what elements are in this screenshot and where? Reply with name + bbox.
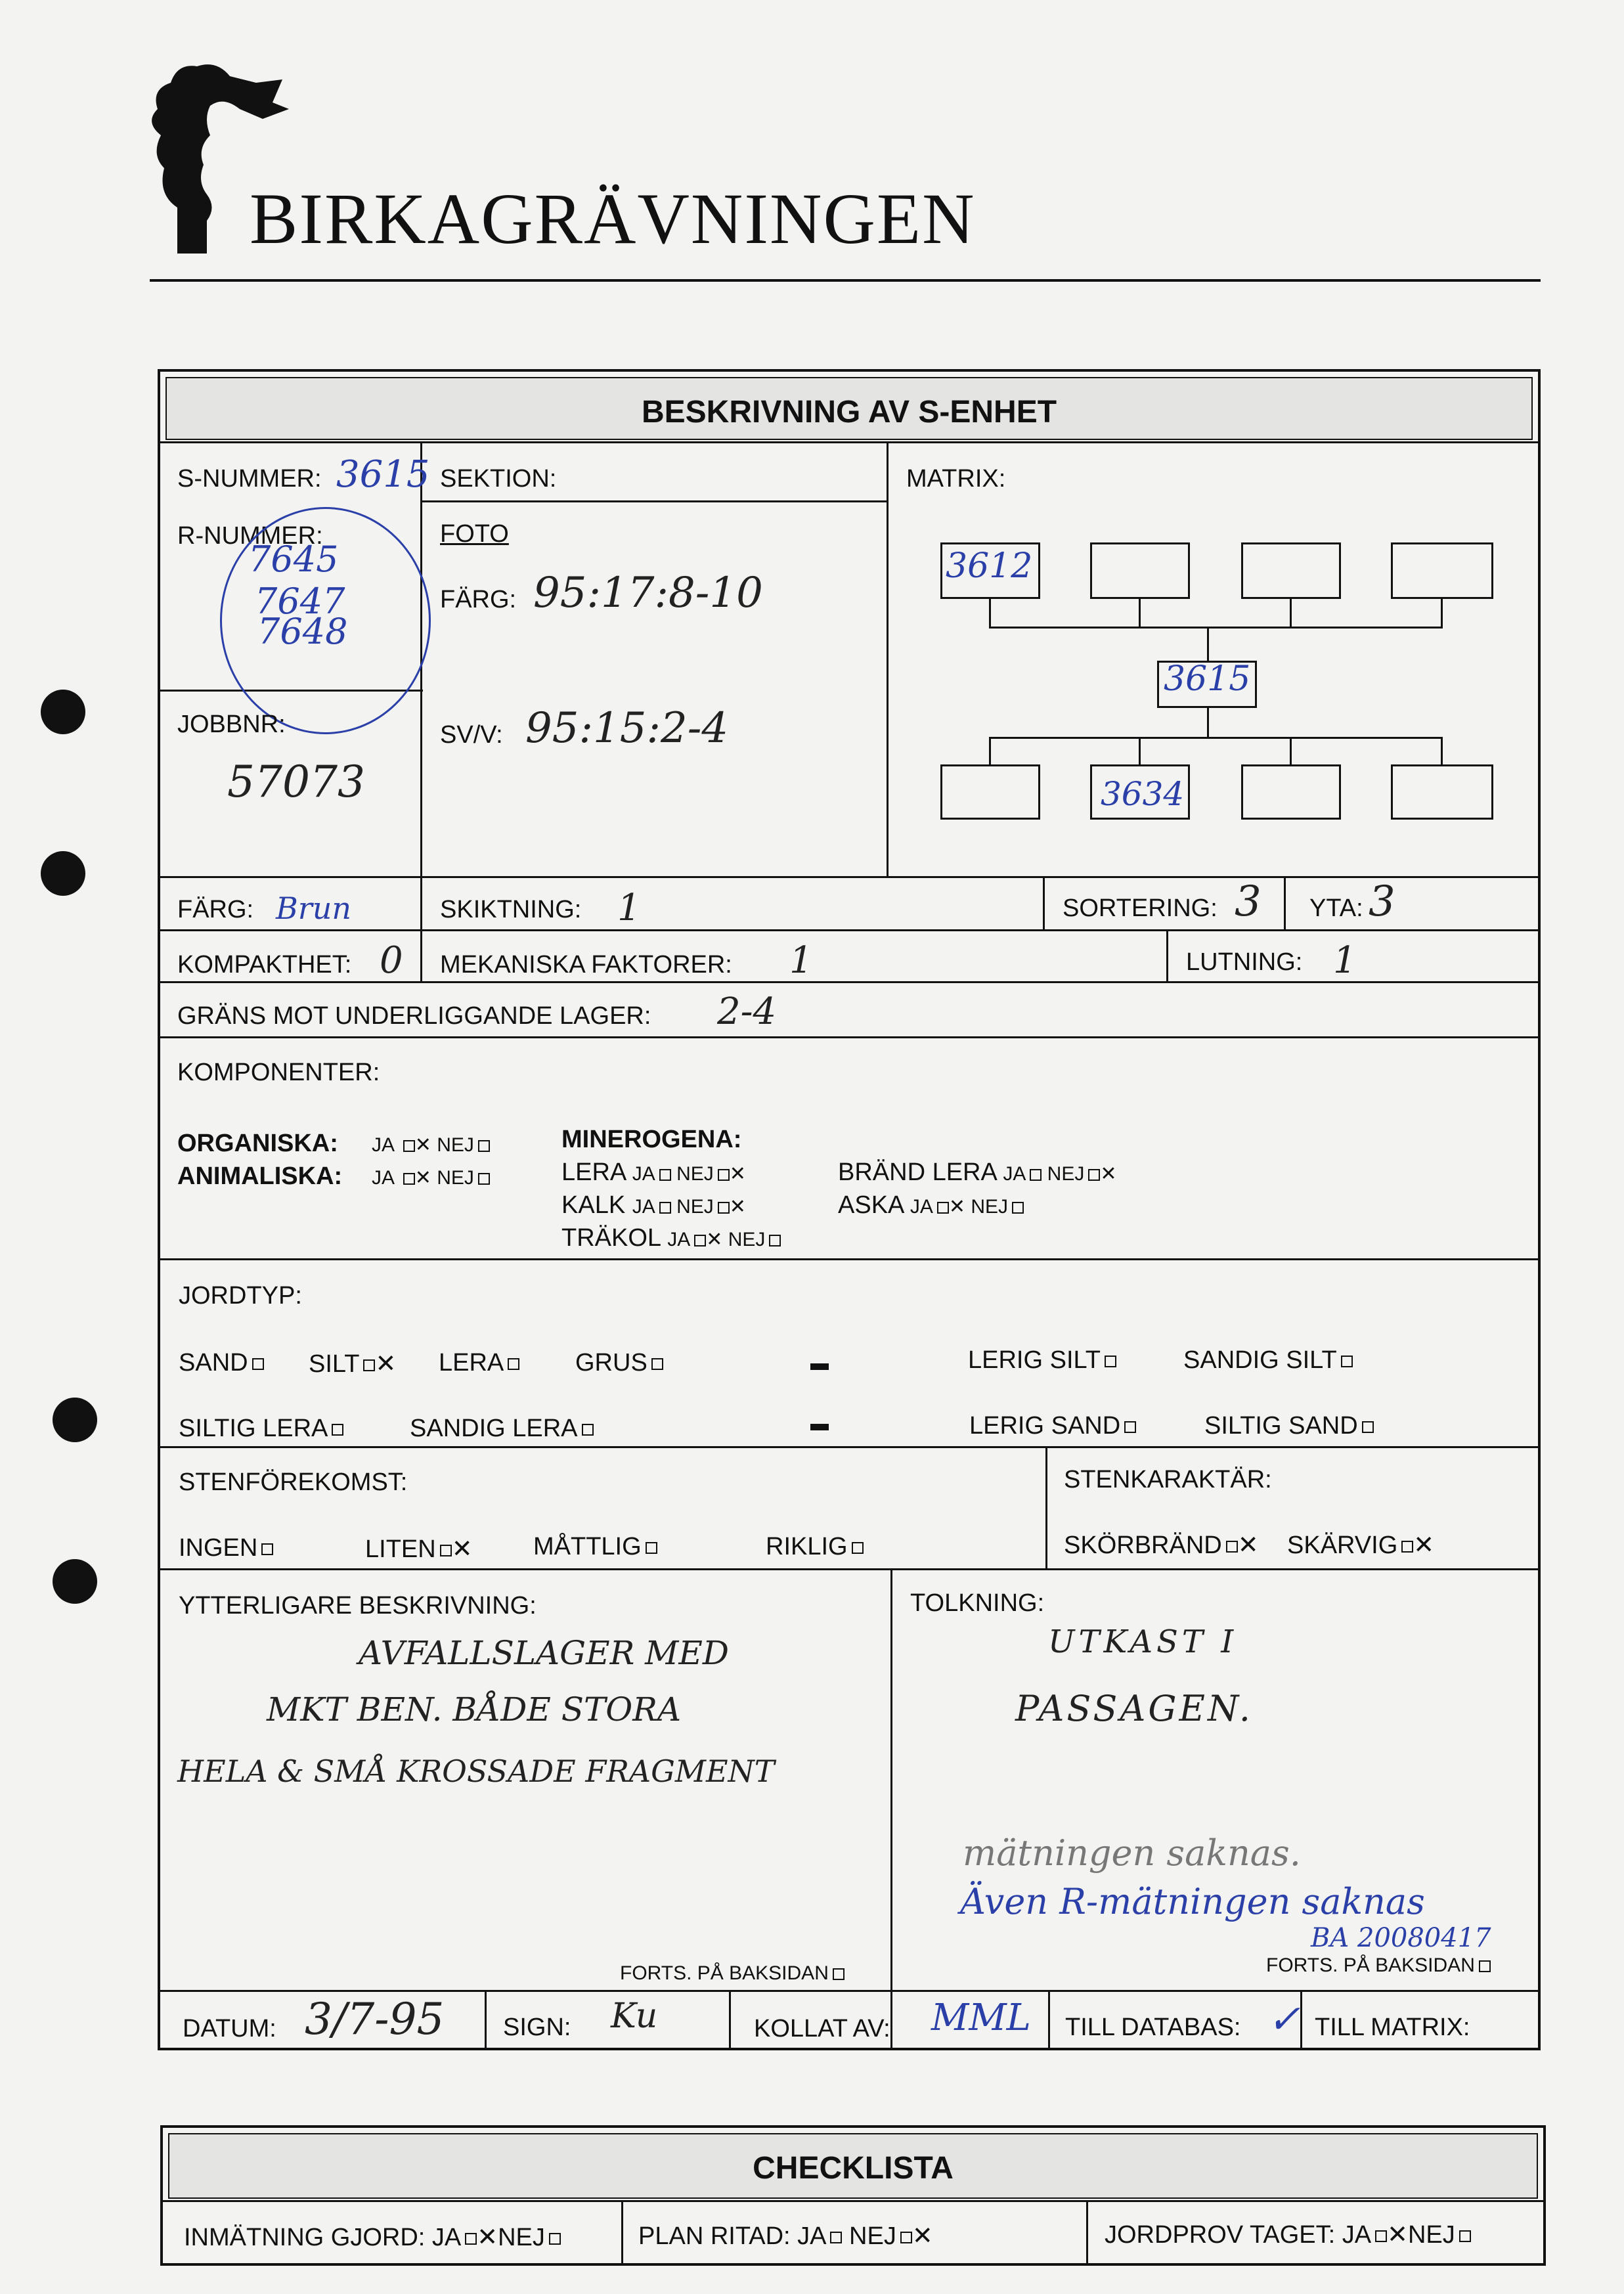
skiktning-value[interactable]: 1 <box>617 887 641 929</box>
matrix-top-4[interactable] <box>1391 542 1493 599</box>
separator-mark <box>810 1424 829 1430</box>
tolkning-note-2[interactable]: Även R-mätningen saknas <box>960 1881 1425 1922</box>
organiska-label: ORGANISKA: <box>177 1130 338 1157</box>
punch-hole <box>53 1398 97 1442</box>
jordtyp-sandig-silt[interactable]: SANDIG SILT <box>1183 1346 1353 1375</box>
tolkning-sign: BA 20080417 <box>1311 1923 1491 1953</box>
sortering-value[interactable]: 3 <box>1235 877 1262 926</box>
s-nummer-value[interactable]: 3615 <box>336 453 430 496</box>
matrix-bottom-2-value: 3634 <box>1101 775 1185 813</box>
matrix-bottom-3[interactable] <box>1241 764 1341 820</box>
skiktning-label: SKIKTNING: <box>440 896 582 923</box>
till-databas-label: TILL DATABAS: <box>1065 2014 1241 2041</box>
jordtyp-silt[interactable]: SILT ✕ <box>309 1350 397 1378</box>
sten-riklig[interactable]: RIKLIG <box>766 1533 864 1561</box>
s-nummer-label: S-NUMMER: <box>177 465 322 493</box>
mekaniska-value[interactable]: 1 <box>789 939 813 982</box>
stenforekomst-label: STENFÖREKOMST: <box>179 1468 408 1496</box>
farg-foto-label: FÄRG: <box>440 586 517 613</box>
punch-hole <box>53 1559 97 1604</box>
lutning-label: LUTNING: <box>1186 948 1303 976</box>
r-nummer-value-2[interactable]: 7647 <box>255 581 345 622</box>
form-title: BESKRIVNING AV S-ENHET <box>641 395 1057 430</box>
matrix-top-3[interactable] <box>1241 542 1341 599</box>
ytterligare-line-1[interactable]: AVFALLSLAGER MED <box>359 1634 729 1672</box>
matrix-bottom-4[interactable] <box>1391 764 1493 820</box>
jordtyp-grus[interactable]: GRUS <box>575 1349 663 1377</box>
plan-field[interactable]: PLAN RITAD: JA NEJ ✕ <box>638 2222 933 2250</box>
komponenter-label: KOMPONENTER: <box>177 1059 380 1086</box>
matrix-top-1-value: 3612 <box>946 546 1033 586</box>
stenkaraktar-skorbrand[interactable]: SKÖRBRÄND ✕ <box>1064 1532 1259 1559</box>
matrix-label: MATRIX: <box>906 465 1006 493</box>
ytterligare-label: YTTERLIGARE BESKRIVNING: <box>179 1592 537 1620</box>
grans-label: GRÄNS MOT UNDERLIGGANDE LAGER: <box>177 1002 651 1030</box>
farg-foto-value[interactable]: 95:17:8-10 <box>533 569 763 617</box>
animaliska-label: ANIMALISKA: <box>177 1162 343 1190</box>
lera-row[interactable]: LERA JA NEJ ✕ <box>561 1158 746 1186</box>
svv-label: SV/V: <box>440 721 503 749</box>
ytterligare-line-2[interactable]: MKT BEN. BÅDE STORA <box>267 1690 682 1729</box>
jordprov-field[interactable]: JORDPROV TAGET: JA ✕NEJ <box>1105 2220 1471 2249</box>
kollat-value[interactable]: MML <box>931 1996 1031 2039</box>
minerogena-label: MINEROGENA: <box>561 1126 742 1153</box>
forts-left[interactable]: FORTS. PÅ BAKSIDAN <box>620 1962 845 1985</box>
jordtyp-sand[interactable]: SAND <box>179 1349 264 1377</box>
lutning-value[interactable]: 1 <box>1333 939 1357 982</box>
tolkning-label: TOLKNING: <box>910 1589 1045 1617</box>
yta-label: YTA: <box>1309 894 1363 922</box>
forts-right[interactable]: FORTS. PÅ BAKSIDAN <box>1266 1954 1491 1977</box>
trakol-row[interactable]: TRÄKOL JA ✕ NEJ <box>561 1224 781 1252</box>
kollat-label: KOLLAT AV: <box>754 2015 890 2042</box>
aska-row[interactable]: ASKA JA ✕ NEJ <box>838 1191 1024 1220</box>
brand-title: BIRKAGRÄVNINGEN <box>250 179 976 259</box>
r-nummer-circle <box>220 507 431 734</box>
stenkaraktar-skarvig[interactable]: SKÄRVIG ✕ <box>1287 1532 1435 1559</box>
inmatning-field[interactable]: INMÄTNING GJORD: JA ✕NEJ <box>184 2222 561 2252</box>
organiska-options[interactable]: JA ✕ NEJ <box>372 1134 490 1157</box>
till-matrix-label: TILL MATRIX: <box>1315 2014 1470 2041</box>
datum-value[interactable]: 3/7-95 <box>305 1994 445 2044</box>
farg-value[interactable]: Brun <box>276 891 352 926</box>
jobbnr-label: JOBBNR: <box>177 711 286 738</box>
foto-label: FOTO <box>440 520 509 548</box>
till-databas-value[interactable]: ✓ <box>1267 1996 1301 2042</box>
sten-liten[interactable]: LITEN ✕ <box>365 1535 473 1563</box>
mekaniska-label: MEKANISKA FAKTORER: <box>440 951 732 979</box>
brand-lera-row[interactable]: BRÄND LERA JA NEJ ✕ <box>838 1158 1117 1186</box>
tolkning-line-1[interactable]: UTKAST I <box>1048 1623 1238 1660</box>
farg-label: FÄRG: <box>177 896 254 923</box>
punch-hole <box>41 851 85 896</box>
matrix-center-value: 3615 <box>1164 659 1251 699</box>
sten-ingen[interactable]: INGEN <box>179 1534 273 1562</box>
matrix-bottom-1[interactable] <box>940 764 1040 820</box>
brand-rule <box>150 279 1541 282</box>
animaliska-options[interactable]: JA ✕ NEJ <box>372 1166 490 1189</box>
matrix-top-2[interactable] <box>1090 542 1190 599</box>
ytterligare-line-3[interactable]: HELA & SMÅ KROSSADE FRAGMENT <box>177 1754 775 1789</box>
jordtyp-lera[interactable]: LERA <box>439 1349 519 1377</box>
sign-value[interactable]: Ku <box>611 1996 658 2036</box>
kalk-row[interactable]: KALK JA NEJ ✕ <box>561 1191 746 1219</box>
jobbnr-value[interactable]: 57073 <box>227 757 365 807</box>
punch-hole <box>41 690 85 734</box>
grans-value[interactable]: 2-4 <box>717 990 777 1033</box>
tolkning-line-2[interactable]: PASSAGEN. <box>1015 1688 1253 1729</box>
jordtyp-lerig-sand[interactable]: LERIG SAND <box>969 1412 1136 1440</box>
r-nummer-value-3[interactable]: 7648 <box>257 611 348 652</box>
sign-label: SIGN: <box>503 2014 571 2041</box>
jordtyp-label: JORDTYP: <box>179 1282 302 1310</box>
svv-value[interactable]: 95:15:2-4 <box>525 704 729 753</box>
jordtyp-siltig-sand[interactable]: SILTIG SAND <box>1204 1412 1374 1440</box>
sortering-label: SORTERING: <box>1063 894 1218 922</box>
kompakthet-label: KOMPAKTHET: <box>177 951 352 979</box>
yta-value[interactable]: 3 <box>1369 877 1395 926</box>
jordtyp-lerig-silt[interactable]: LERIG SILT <box>968 1346 1116 1375</box>
datum-label: DATUM: <box>183 2015 276 2042</box>
jordtyp-sandig-lera[interactable]: SANDIG LERA <box>410 1415 594 1443</box>
sten-mattlig[interactable]: MÅTTLIG <box>533 1533 657 1561</box>
r-nummer-label: R-NUMMER: <box>177 522 323 550</box>
jordtyp-siltig-lera[interactable]: SILTIG LERA <box>179 1415 343 1443</box>
r-nummer-value-1[interactable]: 7645 <box>248 539 339 580</box>
tolkning-note-1[interactable]: mätningen saknas. <box>963 1832 1301 1874</box>
stenkaraktar-label: STENKARAKTÄR: <box>1064 1466 1272 1493</box>
separator-mark <box>810 1363 829 1370</box>
sektion-label: SEKTION: <box>440 465 557 493</box>
checklist-title: CHECKLISTA <box>753 2151 954 2186</box>
kompakthet-value[interactable]: 0 <box>380 939 403 982</box>
